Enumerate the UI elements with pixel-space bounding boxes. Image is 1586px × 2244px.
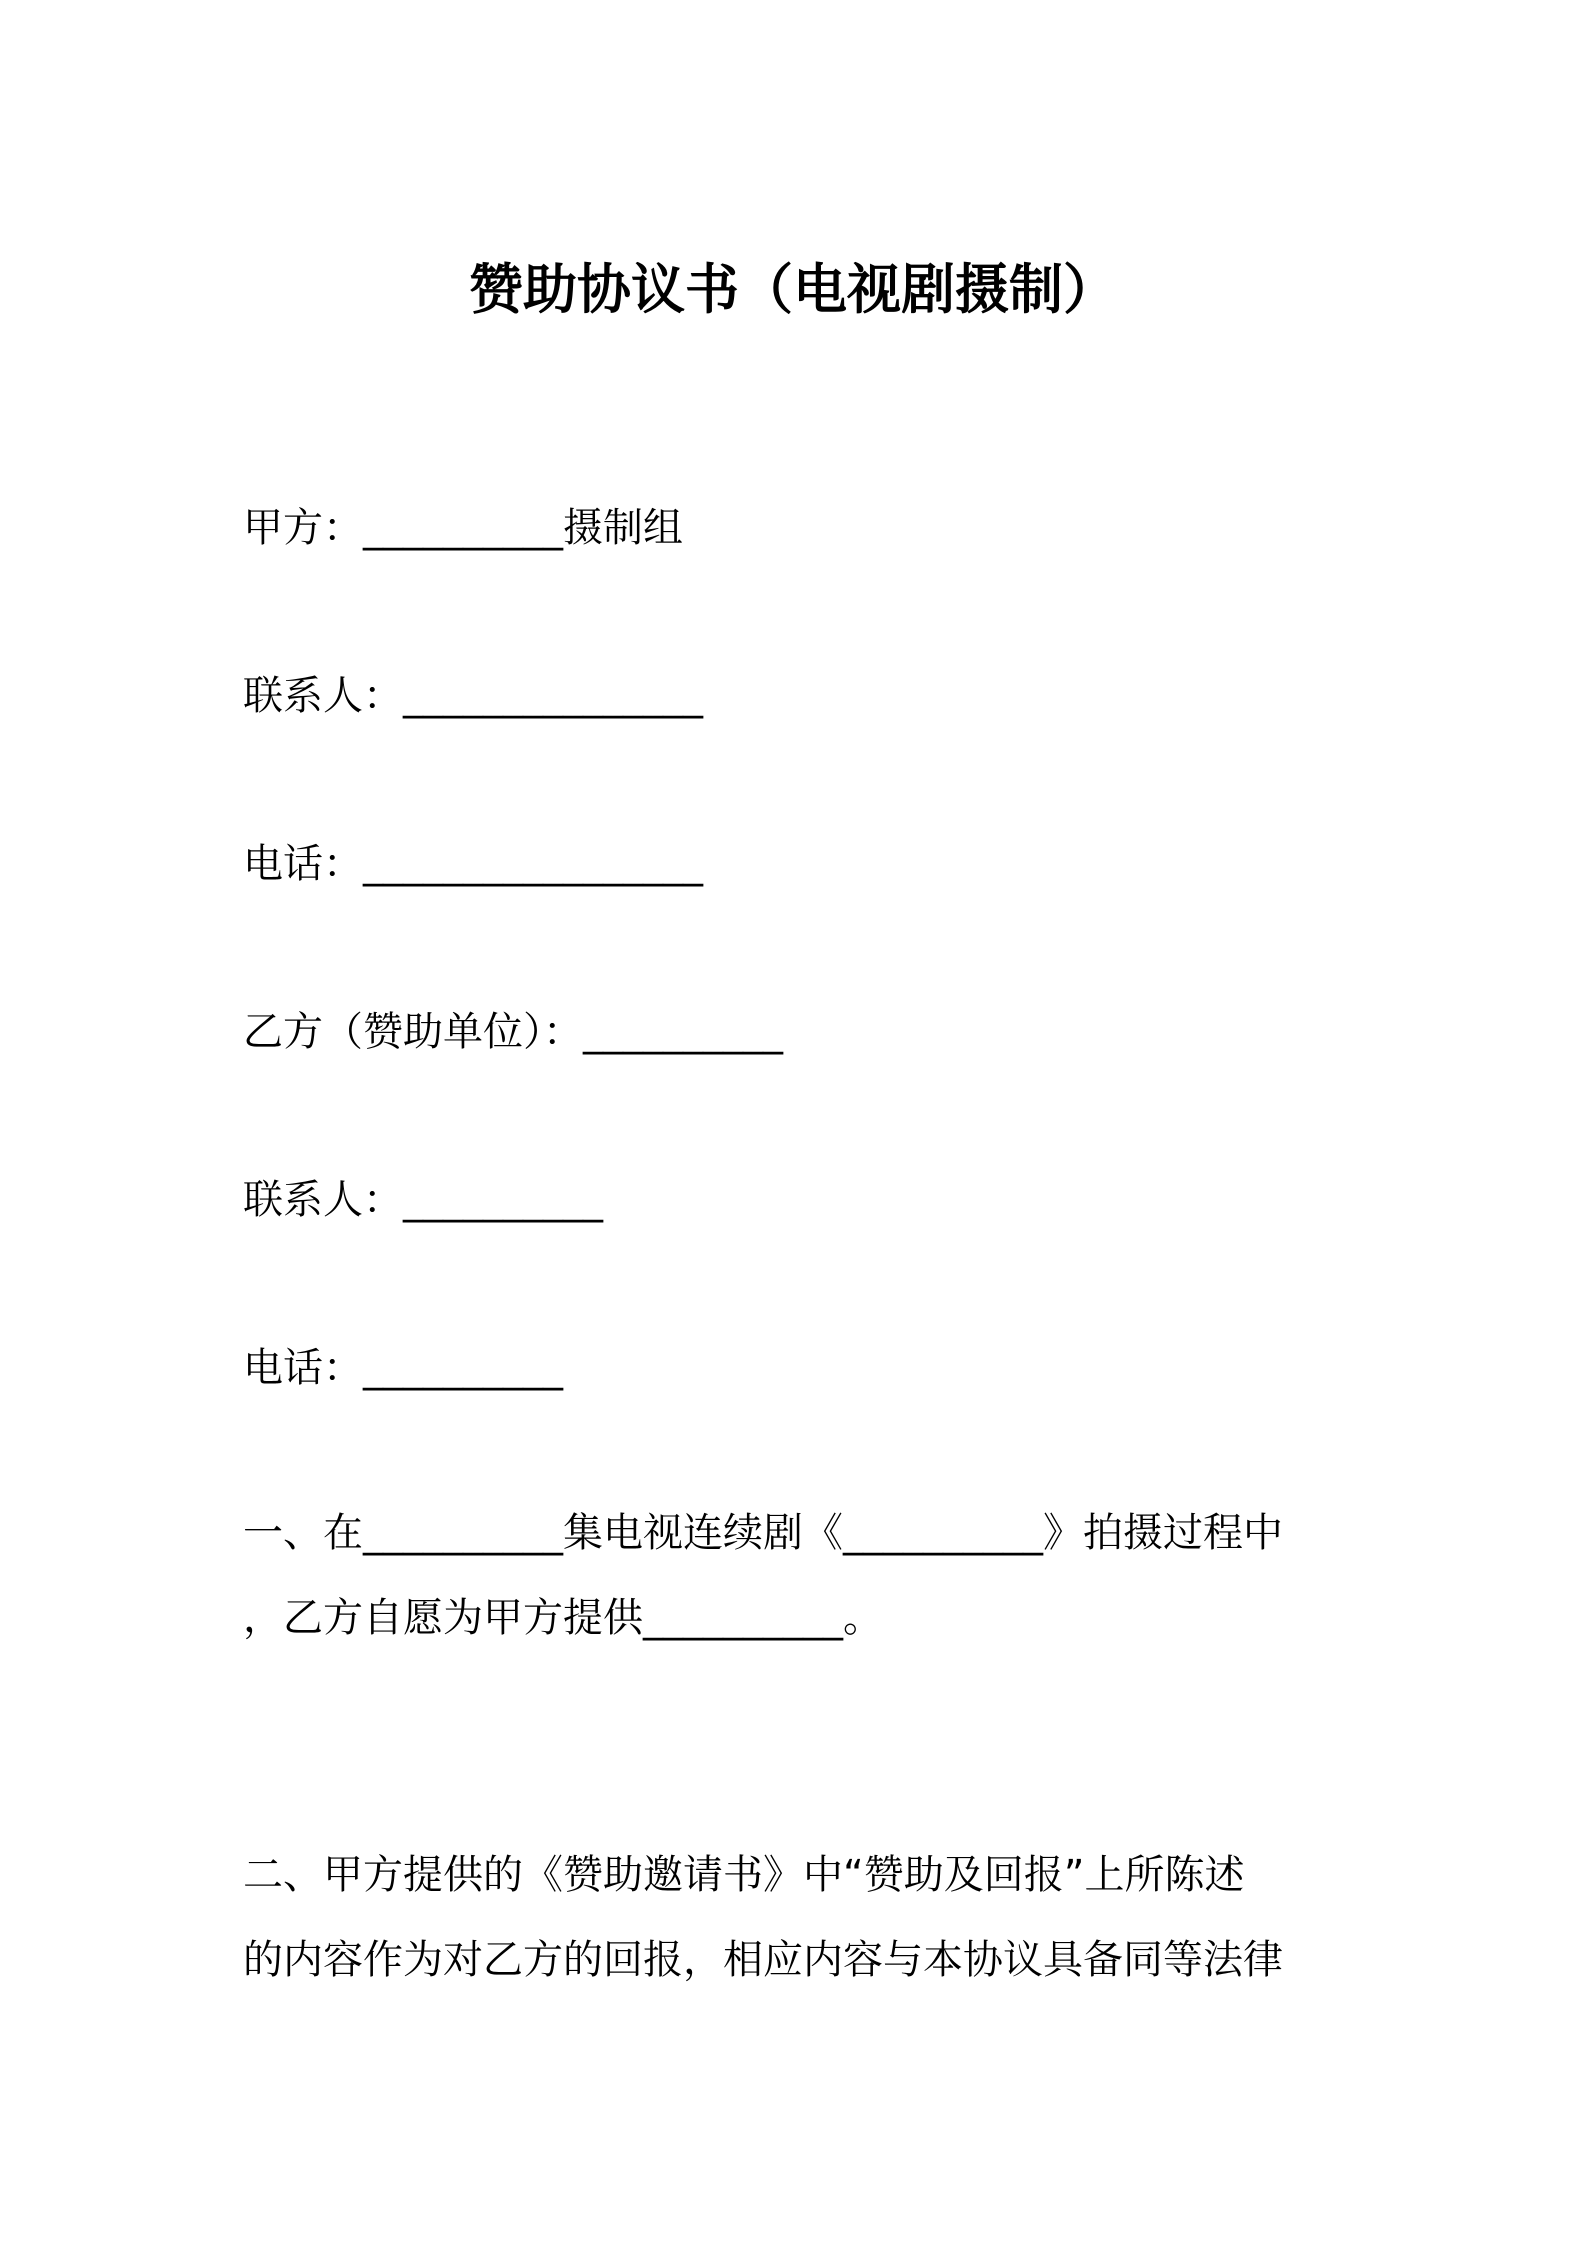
party-b-phone-field: 电话：__________ — [243, 1345, 563, 1391]
party-a-phone-field: 电话：_________________ — [243, 841, 703, 887]
clause-two-line-1: 二、甲方提供的《赞助邀请书》中“赞助及回报”上所陈述 — [243, 1852, 1245, 1898]
party-b-field: 乙方（赞助单位）：__________ — [243, 1009, 783, 1055]
clause-one — [243, 1491, 1363, 1661]
clause-one-line-1: 一、在__________集电视连续剧《__________》拍摄过程中 — [243, 1510, 1283, 1556]
clause-two-line-2: 的内容作为对乙方的回报，相应内容与本协议具备同等法律 — [243, 1937, 1283, 1983]
clause-one-line-2: ，乙方自愿为甲方提供__________。 — [243, 1595, 883, 1641]
party-b-contact-field: 联系人：__________ — [243, 1177, 603, 1223]
document-title: 赞助协议书（电视剧摄制） — [469, 258, 1117, 321]
clause-two — [243, 1833, 1363, 2003]
party-a-contact-field: 联系人：_______________ — [243, 673, 703, 719]
party-a-field: 甲方：__________摄制组 — [243, 505, 683, 551]
